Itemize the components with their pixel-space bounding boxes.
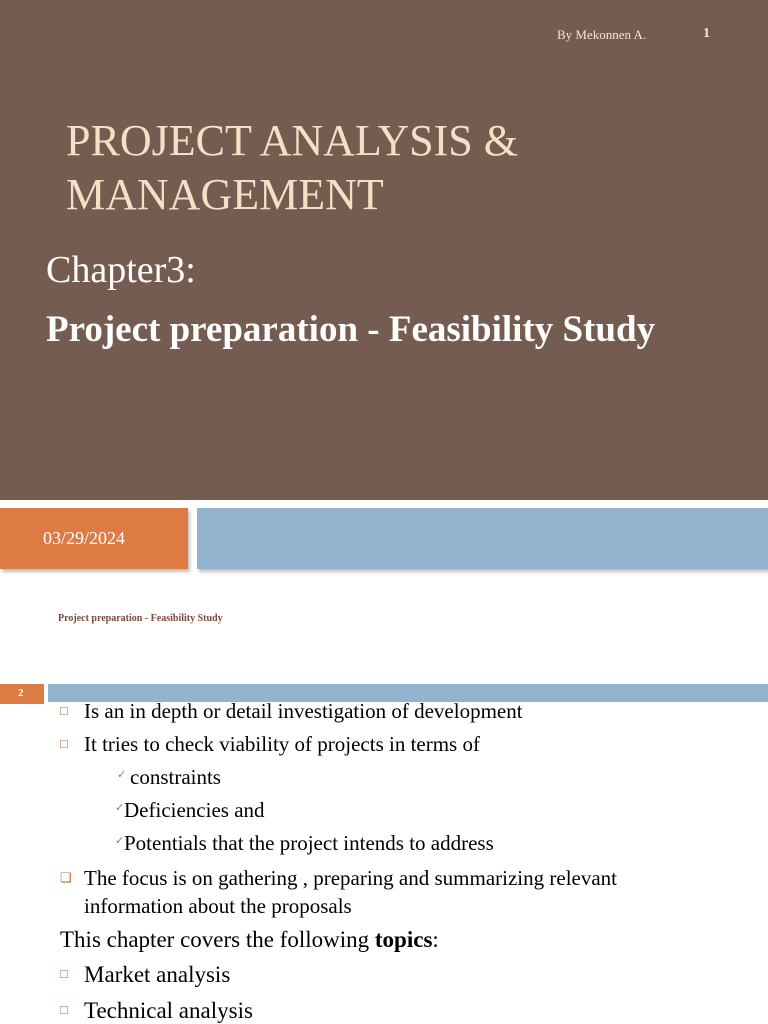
slide2-header: Project preparation - Feasibility Study xyxy=(58,613,223,624)
slide2-number: 2 xyxy=(18,687,24,699)
topic-item: Market analysis xyxy=(84,962,231,987)
bullet-item: Is an in depth or detail investigation of development xyxy=(84,699,523,723)
topics-intro-text: This chapter covers the following xyxy=(60,927,375,952)
slide2-number-box xyxy=(0,684,44,704)
title-slide xyxy=(0,0,768,500)
square-bullet-icon: □ xyxy=(60,1002,68,1017)
chapter-label: Chapter3: xyxy=(46,249,196,291)
bullet-item: It tries to check viability of projects in terms of xyxy=(84,732,480,756)
checkmark-icon: ✓ xyxy=(115,835,125,847)
focus-line-1: The focus is on gathering , preparing and summarizing relevant xyxy=(84,866,617,890)
topics-colon: : xyxy=(432,927,439,952)
author: By Mekonnen A. xyxy=(557,27,647,42)
topic-item: Technical analysis xyxy=(84,998,253,1023)
square-bullet-icon: □ xyxy=(60,966,68,981)
topics-bold: topics xyxy=(374,927,433,952)
square-bullet-icon: ❑ xyxy=(60,870,72,885)
sub-bullet-item: constraints xyxy=(130,765,221,789)
slide-number: 1 xyxy=(703,26,710,41)
topics-intro xyxy=(60,927,439,953)
square-bullet-icon: □ xyxy=(60,703,68,718)
slide-subtitle: Project preparation - Feasibility Study xyxy=(46,309,656,350)
sub-bullet-item: Deficiencies and xyxy=(124,798,265,822)
slide-title: PROJECT ANALYSIS & MANAGEMENT xyxy=(66,116,518,219)
square-bullet-icon: □ xyxy=(60,736,68,751)
sub-bullet-item: Potentials that the project intends to address xyxy=(124,831,494,855)
slide-separator xyxy=(0,500,768,508)
checkmark-icon: ✓ xyxy=(117,769,127,781)
slide-date: 03/29/2024 xyxy=(43,528,126,548)
focus-line-2: information about the proposals xyxy=(84,894,352,918)
checkmark-icon: ✓ xyxy=(115,802,125,814)
date-box xyxy=(0,508,188,569)
footer-bar xyxy=(197,508,768,569)
